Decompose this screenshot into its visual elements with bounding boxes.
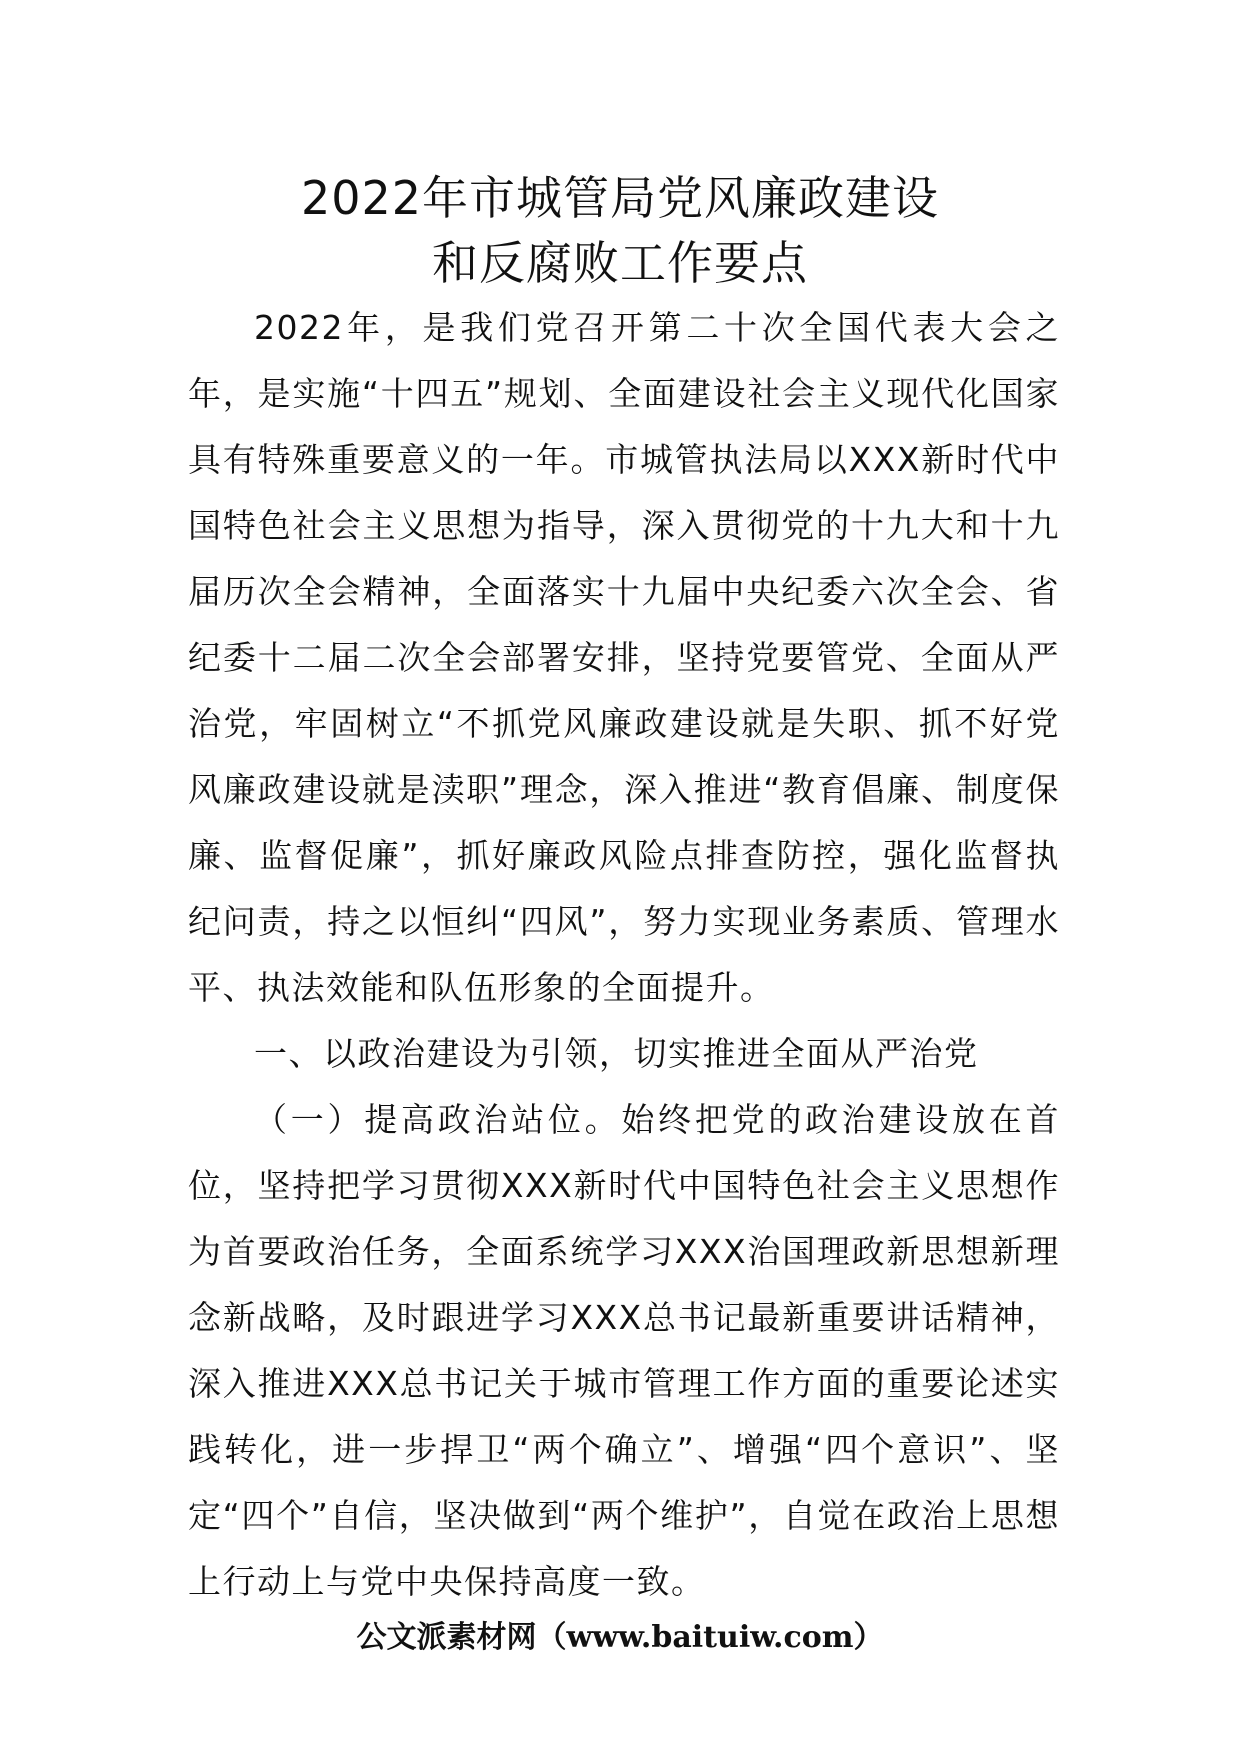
document-title-line-2: 和反腐败工作要点 [432,236,808,290]
subsection-paragraph-1: （一）提高政治站位。始终把党的政治建设放在首位，坚持把学习贯彻XXX新时代中国特色社会主义思想作为首要政治任务，全面系统学习XXX治国理政新思想新理念新战略，及时跟进学习XXX总书记最新重要讲话精神，深入推进XXX总书记关于城市管理工作方面的重要论述实践转化，进一步捍卫“两个确立”、增强“四个意识”、坚定“四个”自信，坚决做到“两个维护”，自觉在政治上思想上行动上与党中央保持高度一致。 [188,1100,1060,1601]
intro-paragraph: 2022年，是我们党召开第二十次全国代表大会之年，是实施“十四五”规划、全面建设社会主义现代化国家具有特殊重要意义的一年。市城管执法局以XXX新时代中国特色社会主义思想为指导，深入贯彻党的十九大和十九届历次全会精神，全面落实十九届中央纪委六次全会、省纪委十二届二次全会部署安排，坚持党要管党、全面从严治党，牢固树立“不抓党风廉政建设就是失职、抓不好党风廉政建设就是渎职”理念，深入推进“教育倡廉、制度保廉、监督促廉”，抓好廉政风险点排查防控，强化监督执纪问责，持之以恒纠“四风”，努力实现业务素质、管理水平、执法效能和队伍形象的全面提升。 [188,308,1060,1007]
section-heading-1: 一、以政治建设为引领，切实推进全面从严治党 [254,1034,979,1073]
footer-source-text: 公文派素材网（www.baituiw.com） [356,1620,884,1655]
document-title-line-1: 2022年市城管局党风廉政建设 [300,171,940,225]
document-body [188,295,1060,1615]
